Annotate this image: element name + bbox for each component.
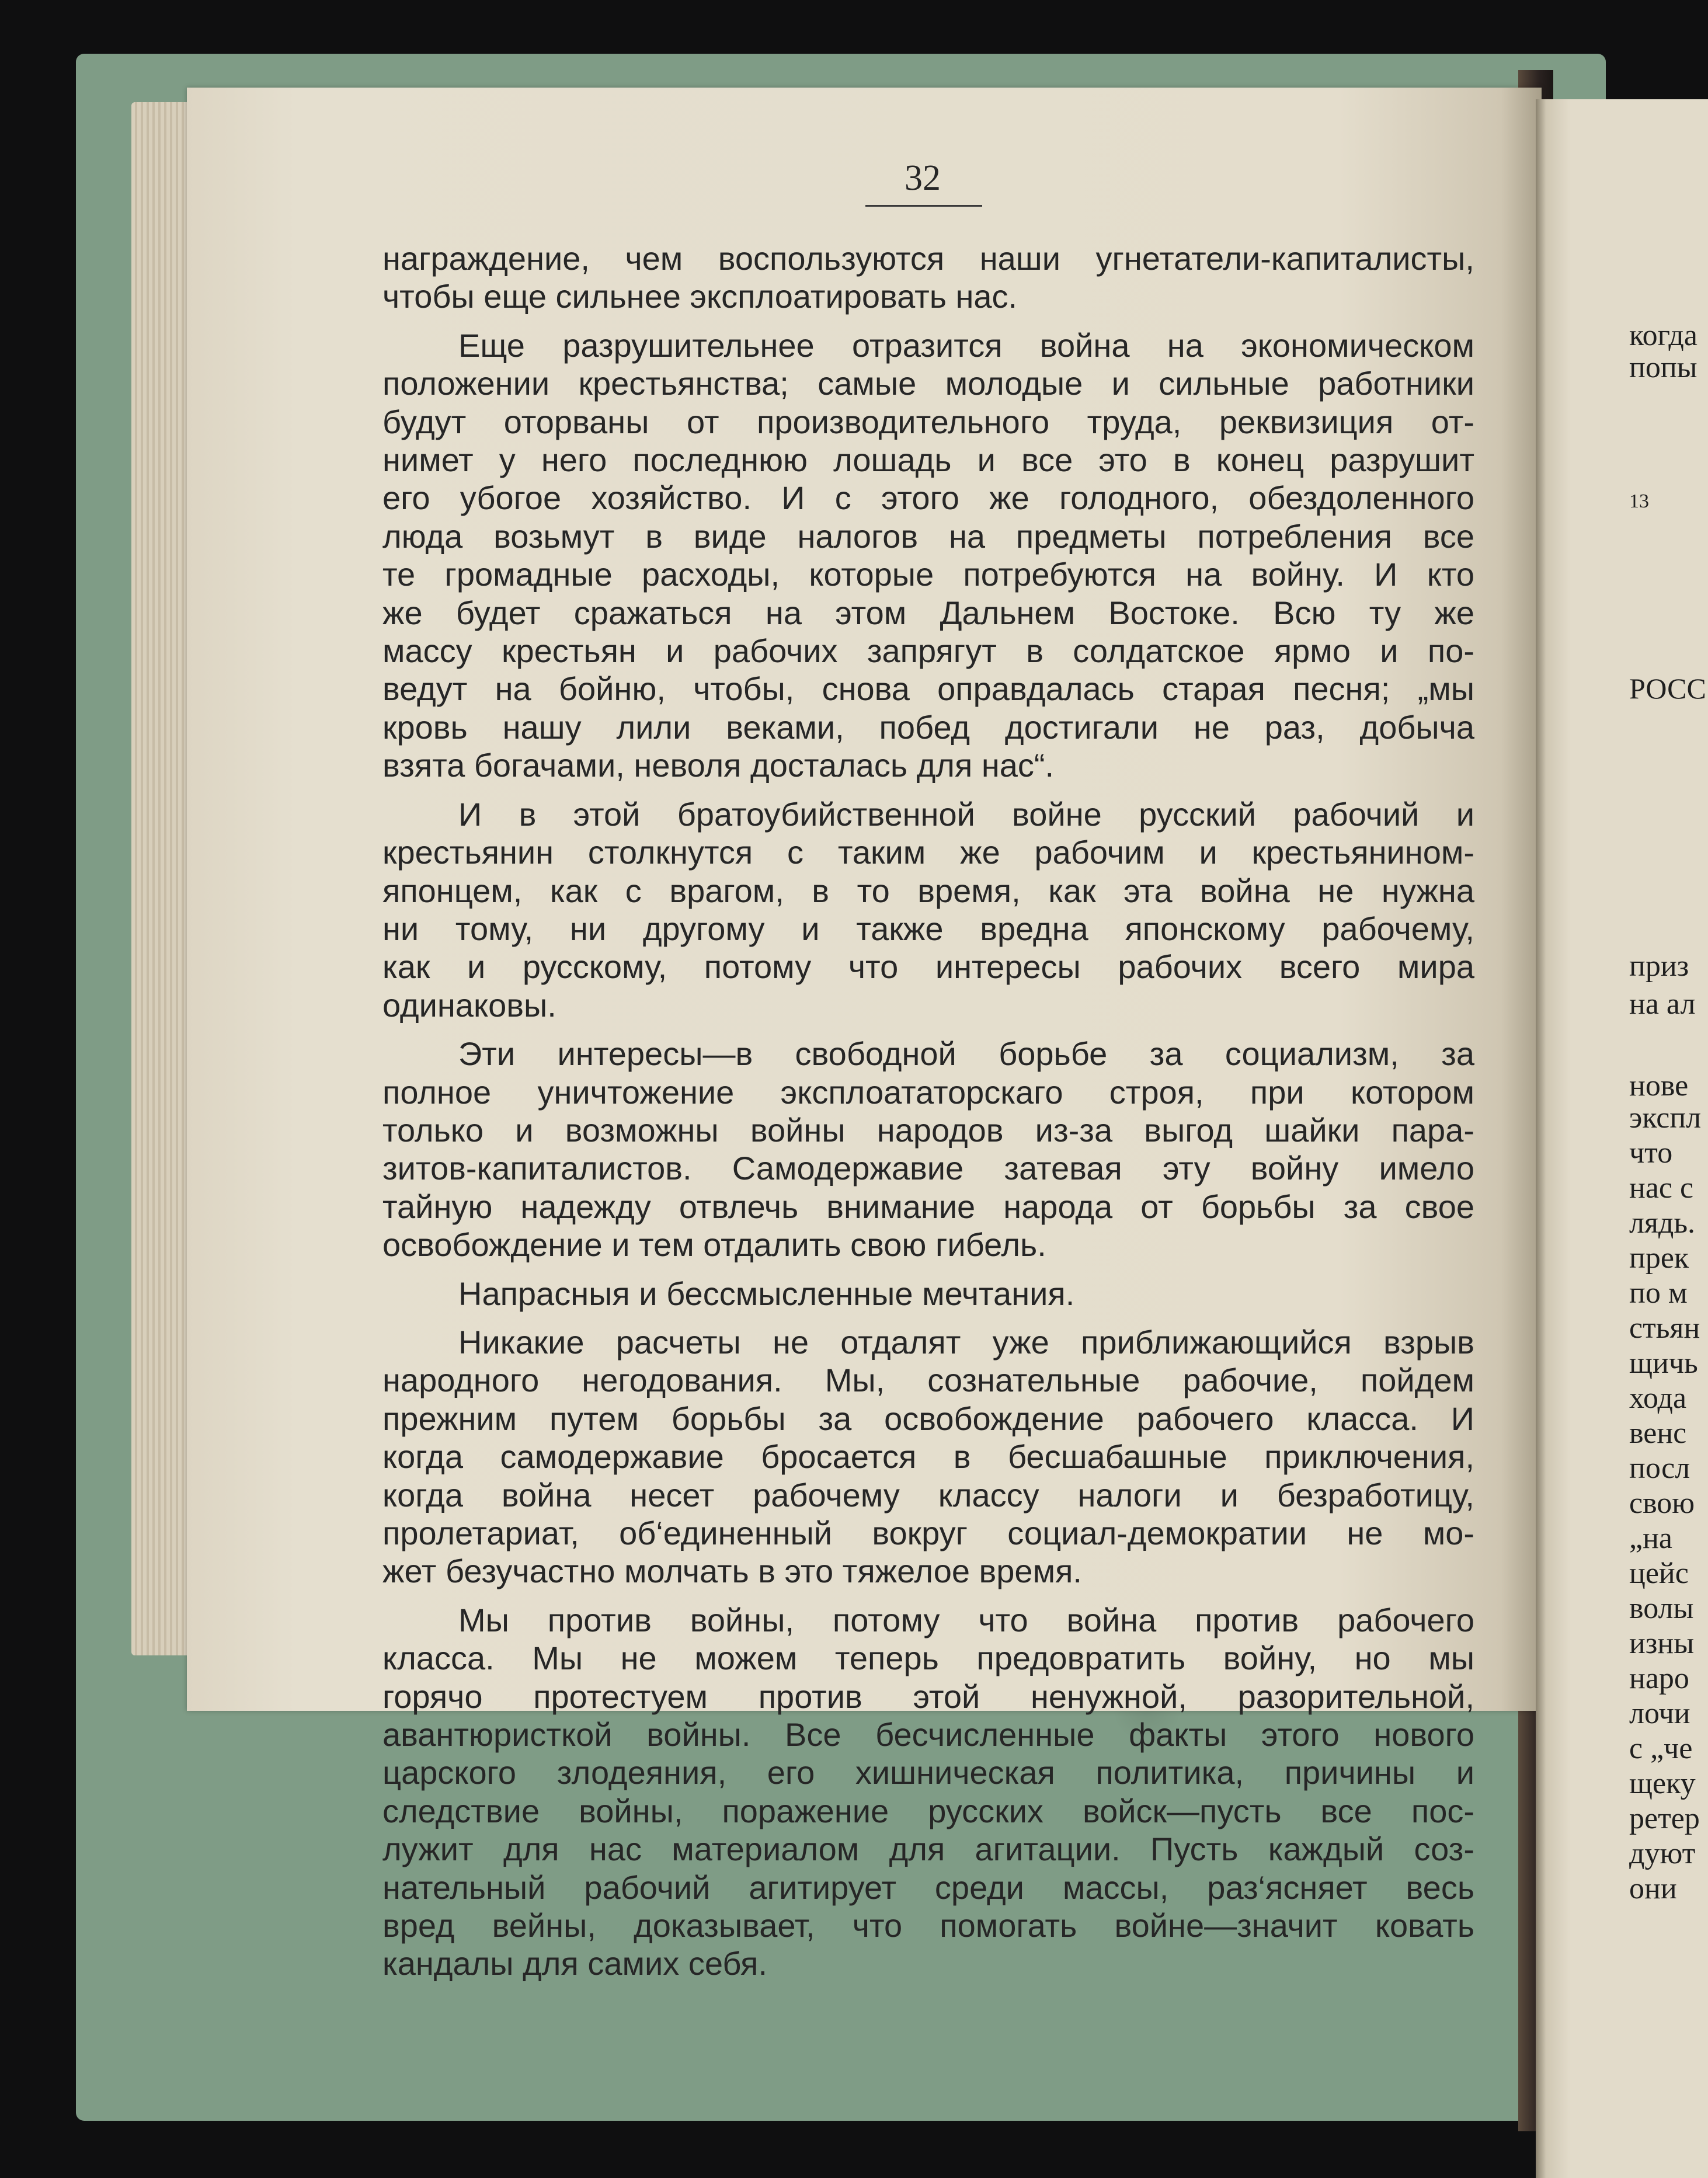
text-line: следствие войны, поражение русских войск—пусть все пос- — [382, 1792, 1474, 1829]
text-line: люда возьмут в виде налогов на предметы потребления все — [382, 517, 1474, 555]
right-page-line: по м — [1629, 1276, 1688, 1310]
text-line: нательный рабочий агитирует среди массы, раз‘ясняет весь — [382, 1869, 1474, 1906]
text-line: Еще разрушительнее отразится война на экономическом — [458, 326, 1474, 364]
paragraph-gap — [382, 1591, 1474, 1601]
right-page-line: на ал — [1629, 987, 1696, 1021]
text-line: те громадные расходы, которые потребуются на войну. И кто — [382, 556, 1474, 593]
paragraph — [382, 795, 1474, 1024]
text-line: И в этой братоубийственной войне русский рабочий и — [458, 795, 1474, 833]
text-line: авантюристкой войны. Все бесчисленные факты этого нового — [382, 1716, 1474, 1753]
right-page-line: они — [1629, 1872, 1677, 1905]
text-line: освобождение и тем отдалить свою гибель. — [382, 1226, 1046, 1264]
text-line: класса. Мы не можем теперь предовратить войну, но мы — [382, 1640, 1474, 1677]
text-line: Эти интересы—в свободной борьбе за социализм, за — [458, 1035, 1474, 1073]
text-line: чтобы еще сильнее эксплоатировать нас. — [382, 278, 1018, 315]
text-line: когда война несет рабочему классу налоги и безработицу, — [382, 1476, 1474, 1514]
paragraph-gap — [382, 1264, 1474, 1275]
right-page-line: венс — [1629, 1417, 1687, 1450]
right-page-line: „на — [1629, 1522, 1672, 1555]
text-line: как и русскому, потому что интересы рабочих всего мира — [382, 948, 1474, 986]
text-line: будут оторваны от производительного труда, реквизиция от- — [382, 403, 1474, 440]
right-page-line: ретер — [1629, 1802, 1700, 1835]
text-line: прежним путем борьбы за освобождение рабочего класса. И — [382, 1400, 1474, 1437]
page-number: 32 — [905, 158, 941, 198]
text-line: народного негодования. Мы, сознательные рабочие, пойдем — [382, 1362, 1474, 1399]
text-line: нимет у него последнюю лошадь и все это в конец разрушит — [382, 441, 1474, 479]
text-line: японцем, как с врагом, в то время, как эта война не нужна — [382, 872, 1474, 909]
text-line: царского злодеяния, его хишническая политика, причины и — [382, 1754, 1474, 1791]
right-page-heading: РОСС — [1629, 672, 1706, 705]
text-line: горячо протестуем против этой ненужной, разорительной, — [382, 1678, 1474, 1715]
paragraph-gap — [382, 785, 1474, 795]
right-page-line: попы — [1629, 351, 1697, 384]
text-line: вред вейны, доказывает, что помогать войне—значит ковать — [382, 1907, 1474, 1944]
right-page-line: лочи — [1629, 1697, 1690, 1730]
right-page-line: посл — [1629, 1452, 1690, 1485]
paragraph-gap — [382, 316, 1474, 326]
right-page-line: щичь — [1629, 1347, 1698, 1380]
right-page-line: щеку — [1629, 1767, 1696, 1800]
text-line: Мы против войны, потому что война против рабочего — [458, 1601, 1474, 1638]
text-line: пролетариат, об‘единенный вокруг социал-демократии не мо- — [382, 1515, 1474, 1551]
paragraph — [382, 1275, 1474, 1313]
paragraph-gap — [382, 1024, 1474, 1035]
paragraph — [382, 1601, 1474, 1983]
text-line: положении крестьянства; самые молодые и сильные работники — [382, 365, 1474, 402]
right-page-line: волы — [1629, 1592, 1694, 1625]
text-line: полное уничтожение эксплоататорскаго строя, при котором — [382, 1073, 1474, 1111]
text-line: лужит для нас материалом для агитации. Пусть каждый соз- — [382, 1831, 1474, 1868]
paragraph — [382, 1323, 1474, 1591]
text-line: награждение, чем воспользуются наши угнетатели-капиталисты, — [382, 240, 1474, 277]
text-line: жет безучастно молчать в это тяжелое время. — [382, 1553, 1082, 1590]
paragraph — [382, 1035, 1474, 1264]
right-page-line: стьян — [1629, 1311, 1700, 1345]
text-line: его убогое хозяйство. И с этого же голодного, обездоленного — [382, 479, 1474, 517]
paragraph — [382, 239, 1474, 316]
right-page-line: хода — [1629, 1382, 1687, 1415]
text-line: только и возможны войны народов из-за выгод шайки пара- — [382, 1111, 1474, 1149]
right-page-footnote-marker: 13 — [1629, 490, 1649, 512]
right-page-line: цейс — [1629, 1557, 1689, 1590]
right-page-line: изны — [1629, 1627, 1695, 1660]
right-page-line: свою — [1629, 1487, 1695, 1520]
right-page-line: дуют — [1629, 1837, 1696, 1870]
right-page-line: когда — [1629, 319, 1697, 352]
right-page-line: приз — [1629, 949, 1689, 983]
text-line: взята богачами, неволя досталась для нас“. — [382, 747, 1055, 784]
paragraph-gap — [382, 1313, 1474, 1323]
text-line: ведут на бойню, чтобы, снова оправдалась старая песня; „мы — [382, 670, 1474, 708]
right-page-line: наро — [1629, 1662, 1689, 1695]
text-line: Никакие расчеты не отдалят уже приближающийся взрыв — [458, 1323, 1474, 1361]
text-line: ни тому, ни другому и также вредна японскому рабочему, — [382, 910, 1474, 947]
text-line: тайную надежду отвлечь внимание народа от борьбы за свое — [382, 1188, 1474, 1225]
right-page-line: нас с — [1629, 1171, 1694, 1205]
text-line: кандалы для самих себя. — [382, 1945, 768, 1982]
text-line: зитов-капиталистов. Самодержавие затевая эту войну имело — [382, 1150, 1474, 1187]
right-page-line: что — [1629, 1136, 1673, 1170]
text-line: массу крестьян и рабочих запрягут в солдатское ярмо и по- — [382, 632, 1474, 670]
text-line: Напрасныя и бессмысленные мечтания. — [458, 1275, 1075, 1312]
page-number-rule — [865, 205, 982, 207]
right-page-line: с „че — [1629, 1732, 1693, 1765]
right-page-line: лядь. — [1629, 1206, 1696, 1240]
text-line: крестьянин столкнутся с таким же рабочим и крестьянином- — [382, 834, 1474, 871]
text-line: одинаковы. — [382, 986, 556, 1024]
right-page-line: нове — [1629, 1069, 1689, 1102]
right-page-line: прек — [1629, 1241, 1689, 1275]
right-page-line: экспл — [1629, 1101, 1702, 1135]
text-line: кровь нашу лили веками, побед достигали не раз, добыча — [382, 708, 1474, 746]
text-line: когда самодержавие бросается в бесшабашные приключения, — [382, 1438, 1474, 1476]
page-body-text — [382, 239, 1474, 1983]
text-line: же будет сражаться на этом Дальнем Востоке. Всю ту же — [382, 594, 1474, 631]
paragraph — [382, 326, 1474, 785]
